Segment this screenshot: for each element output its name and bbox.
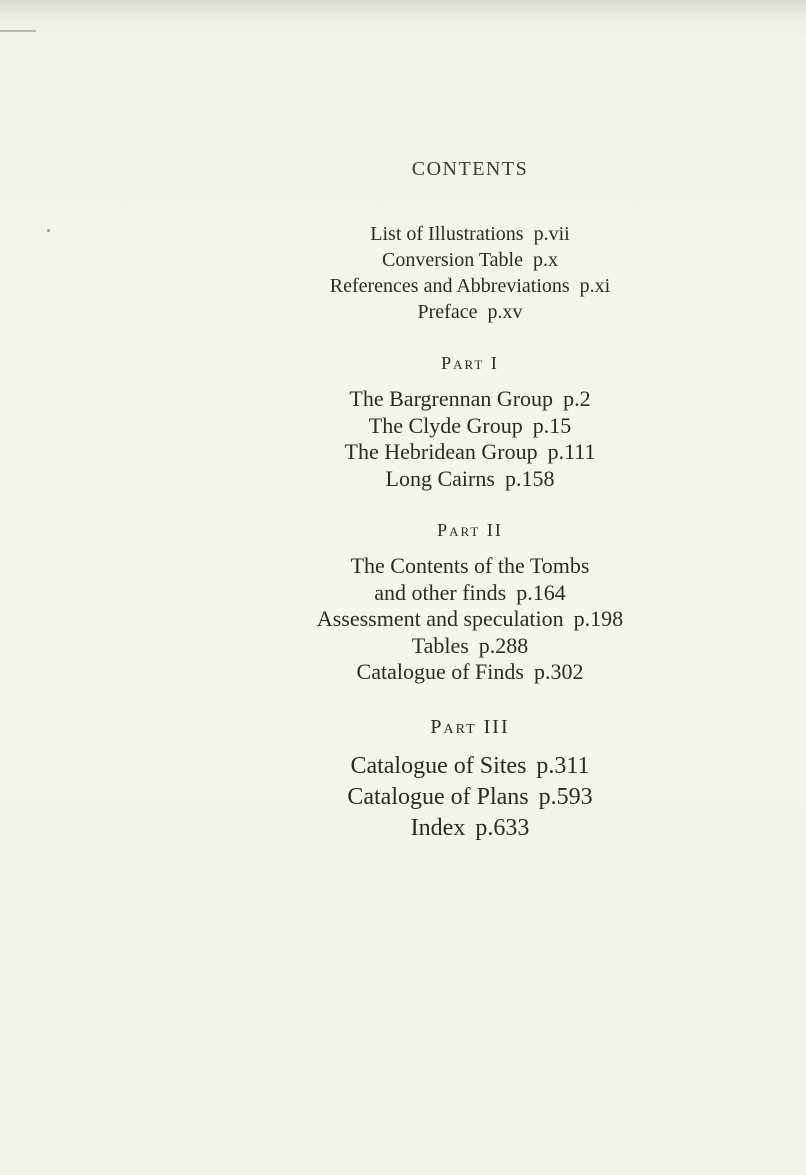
toc-entry-label: Long Cairns — [385, 465, 495, 491]
toc-entry-page: p.158 — [504, 465, 555, 491]
page-edge-mark — [0, 30, 36, 32]
toc-entry — [270, 659, 670, 686]
toc-entry — [270, 782, 670, 813]
toc-entry — [270, 299, 670, 325]
toc-entry-label: and other finds — [374, 579, 507, 605]
toc-entry-label: Catalogue of Sites — [350, 752, 527, 779]
toc-entry-label: Catalogue of Finds — [356, 659, 524, 684]
toc-entry — [270, 606, 670, 633]
toc-entry-page: p.xv — [487, 301, 523, 323]
toc-entry-page: p.593 — [538, 783, 593, 810]
part-heading: Part I — [441, 353, 499, 373]
paper-speck — [47, 229, 50, 232]
toc-entry-page: p.xi — [579, 275, 611, 297]
toc-entry — [270, 386, 670, 413]
toc-entry-page: p.311 — [536, 752, 590, 779]
toc-entry-page: p.164 — [516, 579, 566, 605]
toc-entry — [270, 466, 670, 493]
toc-entry-label: The Hebridean Group — [344, 439, 538, 464]
part-three-list — [270, 751, 670, 844]
toc-entry-label: The Bargrennan Group — [349, 386, 554, 411]
toc-entry-page: p.2 — [563, 386, 591, 411]
toc-entry-page: p.633 — [475, 814, 530, 841]
toc-entry — [270, 633, 670, 660]
toc-entry — [270, 221, 670, 247]
toc-entry-page: p.302 — [533, 659, 584, 684]
toc-entry — [270, 580, 670, 607]
toc-entry-page: p.15 — [532, 412, 572, 438]
toc-entry — [270, 273, 670, 299]
toc-entry-page: p.x — [533, 249, 558, 271]
toc-entry-label: List of Illustrations — [370, 223, 524, 245]
contents-title: CONTENTS — [411, 158, 529, 180]
toc-entry — [270, 751, 670, 782]
toc-entry-page: p.111 — [547, 439, 596, 464]
part-heading: Part III — [430, 715, 510, 738]
toc-entry — [270, 553, 670, 580]
toc-entry-label: The Contents of the Tombs — [350, 553, 590, 578]
toc-entry — [270, 247, 670, 273]
toc-entry-label: Index — [410, 814, 466, 841]
toc-entry-label: Tables — [411, 632, 469, 658]
toc-entry — [270, 413, 670, 440]
toc-entry — [270, 439, 670, 466]
toc-entry-page: p.vii — [533, 223, 570, 245]
front-matter-list — [270, 221, 670, 325]
toc-entry-label: The Clyde Group — [368, 412, 523, 438]
toc-entry-label: Catalogue of Plans — [347, 783, 529, 810]
toc-entry-label: References and Abbreviations — [329, 275, 570, 297]
toc-entry-page: p.198 — [573, 606, 624, 631]
toc-entry — [270, 813, 670, 844]
part-two-list — [270, 553, 670, 686]
toc-entry-label: Assessment and speculation — [316, 606, 564, 631]
toc-entry-label: Conversion Table — [382, 249, 523, 271]
part-one-list — [270, 386, 670, 492]
toc-entry-label: Preface — [417, 301, 478, 323]
table-of-contents — [270, 158, 670, 844]
toc-entry-page: p.288 — [478, 632, 529, 658]
part-heading: Part II — [437, 520, 503, 540]
